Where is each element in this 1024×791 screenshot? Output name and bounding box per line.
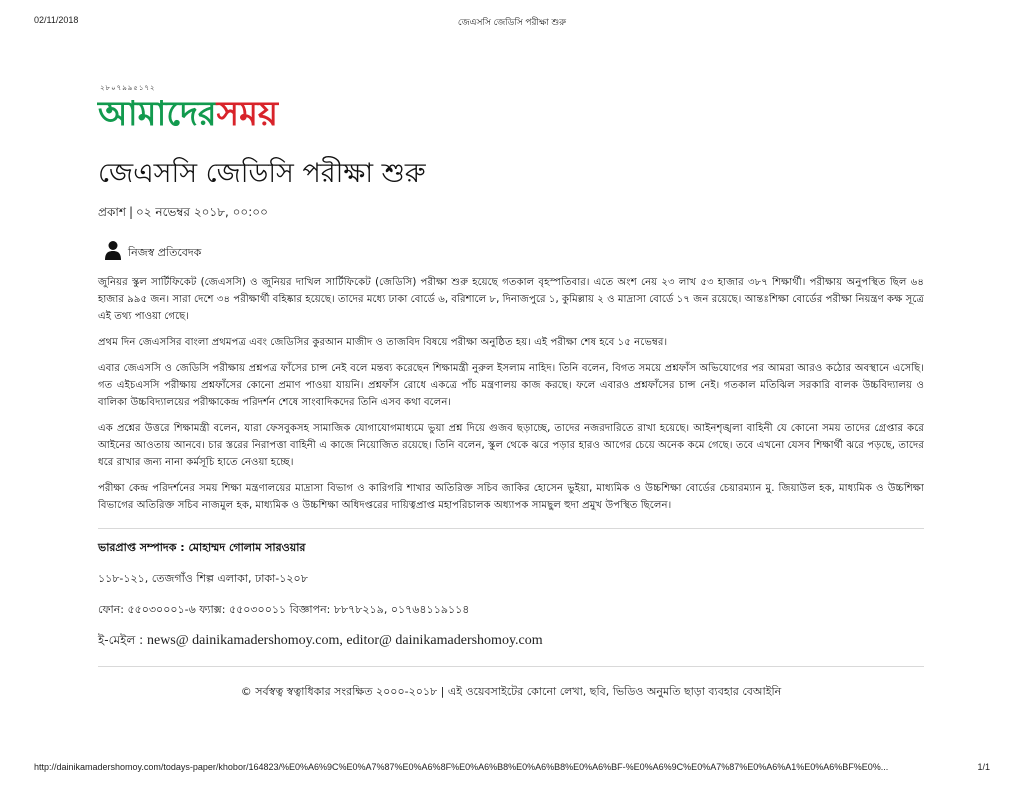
print-url: http://dainikamadershomoy.com/todays-paper/khobor/164823/%E0%A6%9C%E0%A7%87%E0%A6%8F%E0%A6%B8%E0%A6%B8%E0%A6%BF-%E0%A6%9C%E0%A7%87%E0%A6%A1%E0%A6%BF%E0%... <box>34 762 889 772</box>
published-label: প্রকাশ <box>98 205 126 219</box>
registration-number: ২৮০৭৯৯৫১৭২ <box>100 84 156 92</box>
print-footer <box>34 762 990 776</box>
published-separator: | <box>128 205 133 219</box>
print-header <box>34 15 990 29</box>
email-label: ই-মেইল : <box>98 633 144 647</box>
article-page <box>98 82 924 702</box>
email-line <box>98 632 924 652</box>
article-paragraph: জুনিয়র স্কুল সার্টিফিকেট (জেএসসি) ও জুনিয়র দাখিল সার্টিফিকেট (জেডিসি) পরীক্ষা শুরু হয়েছে গতকাল বৃহস্পতিবার। এতে অংশ নেয় ২৩ লাখ ৫৩ হাজার ৩৮৭ শিক্ষার্থী। পরীক্ষায় অনুপস্থিত ছিল ৬৪ হাজার ৯৯৫ জন। সারা দেশে ৩৪ পরীক্ষার্থী বহিষ্কার হয়েছে। তাদের মধ্যে ঢাকা বোর্ডে ৬, বরিশালে ৮, দিনাজপুরে ১, কুমিল্লায় ২ ও মাদ্রাসা বোর্ডে ১৭ জন রয়েছে। আন্তঃশিক্ষা বোর্ডের পরীক্ষা নিয়ন্ত্রণ কক্ষ সূত্রে এই তথ্য পাওয়া গেছে। <box>98 277 924 322</box>
logo-text-red: সময় <box>216 94 278 134</box>
copyright-notice: © সর্বস্বত্ব স্বত্বাধিকার সংরক্ষিত ২০০০-২০১৮ | এই ওয়েবসাইটের কোনো লেখা, ছবি, ভিডিও অনুমতি ছাড়া ব্যবহার বেআইনি <box>240 685 782 698</box>
print-page-title: জেএসসি জেডিসি পরীক্ষা শুরু <box>457 17 567 27</box>
address-line: ১১৮-১২১, তেজগাঁও শিল্প এলাকা, ঢাকা-১২০৮ <box>98 572 308 585</box>
phone-line: ফোন: ৫৫০৩০০০১-৬ ফ্যাক্স: ৫৫০৩০০১১ বিজ্ঞাপন: ৮৮৭৮২১৯, ০১৭৬৪১১৯১১৪ <box>98 603 470 616</box>
logo-text-green: আমাদের <box>98 94 217 134</box>
article-paragraph: প্রথম দিন জেএসসির বাংলা প্রথমপত্র এবং জেডিসির কুরআন মাজীদ ও তাজবিদ বিষয়ে পরীক্ষা অনুষ্ঠিত হয়। এই পরীক্ষা শেষ হবে ১৫ নভেম্বর। <box>98 337 668 348</box>
article-body <box>98 274 924 514</box>
print-date: 02/11/2018 <box>34 15 79 25</box>
page-number: 1/1 <box>977 762 990 772</box>
masthead <box>98 82 924 142</box>
user-icon <box>104 240 122 260</box>
copyright-divider <box>98 666 924 667</box>
published-info <box>98 204 924 224</box>
article-paragraph: এক প্রশ্নের উত্তরে শিক্ষামন্ত্রী বলেন, যারা ফেসবুকসহ সামাজিক যোগাযোগমাধ্যমে ভুয়া প্রশ্ন দিয়ে গুজব ছড়াচ্ছে, তাদের নজরদারিতে রাখা হয়েছে। আইনশৃঙ্খলা বাহিনী যে কোনো সময় তাদের গ্রেপ্তার করে আইনের আওতায় আনবে। চার স্তরের নিরাপত্তা বাহিনী এ কাজে নিয়োজিত রয়েছে। তিনি বলেন, স্কুল থেকে ঝরে পড়ার হারও আগের চেয়ে অনেক কমে গেছে। তবে এখনো যেসব শিক্ষার্থী ঝরে পড়ছে, তাদের ধরে রাখার জন্য নানা কর্মসূচি হাতে নেওয়া হচ্ছে। <box>98 423 924 468</box>
footer-divider <box>98 528 924 529</box>
article-paragraph: পরীক্ষা কেন্দ্র পরিদর্শনের সময় শিক্ষা মন্ত্রণালয়ের মাদ্রাসা বিভাগ ও কারিগরি শাখার অতিরিক্ত সচিব জাকির হোসেন ভুইয়া, মাধ্যমিক ও উচ্চশিক্ষা বোর্ডের চেয়ারম্যান মু. জিয়াউল হক, মাধ্যমিক ও উচ্চশিক্ষা বিভাগের অতিরিক্ত সচিব নাজমুল হক, মাধ্যমিক ও উচ্চশিক্ষা অধিদপ্তরের দায়িত্বপ্রাপ্ত মহাপরিচালক অধ্যাপক সামছুল হুদা প্রমুখ উপস্থিত ছিলেন। <box>98 483 924 511</box>
article-headline: জেএসসি জেডিসি পরীক্ষা শুরু <box>98 158 426 189</box>
author-line <box>98 240 924 262</box>
newspaper-logo[interactable] <box>98 94 278 134</box>
editor-line: ভারপ্রাপ্ত সম্পাদক : মোহাম্মদ গোলাম সারওয়ার <box>98 541 306 554</box>
article-paragraph: এবার জেএসসি ও জেডিসি পরীক্ষায় প্রশ্নপত্র ফাঁসের চান্স নেই বলে মন্তব্য করেছেন শিক্ষামন্ত্রী নুরুল ইসলাম নাহিদ। তিনি বলেন, বিগত সময়ে প্রশ্নফাঁস অভিযোগের পর আমরা আরও কঠোর অবস্থানে এসেছি। গত এইচএসসি পরীক্ষায় প্রশ্নফাঁসের কোনো প্রমাণ পাওয়া যায়নি। প্রশ্নফাঁস রোধে একত্রে পাঁচ মন্ত্রণালয় কাজ করছে। ফলে এবারও প্রশ্নফাঁসের চান্স নেই। গতকাল মতিঝিল সরকারি বালক উচ্চবিদ্যালয় ও বালিকা উচ্চবিদ্যালয়ের পরীক্ষাকেন্দ্র পরিদর্শন শেষে সাংবাদিকদের তিনি এসব কথা বলেন। <box>98 363 924 408</box>
published-date: ০২ নভেম্বর ২০১৮, ০০:০০ <box>135 205 268 219</box>
author-name: নিজস্ব প্রতিবেদক <box>128 246 202 259</box>
email-addresses[interactable]: news@ dainikamadershomoy.com, editor@ dainikamadershomoy.com <box>146 633 543 648</box>
